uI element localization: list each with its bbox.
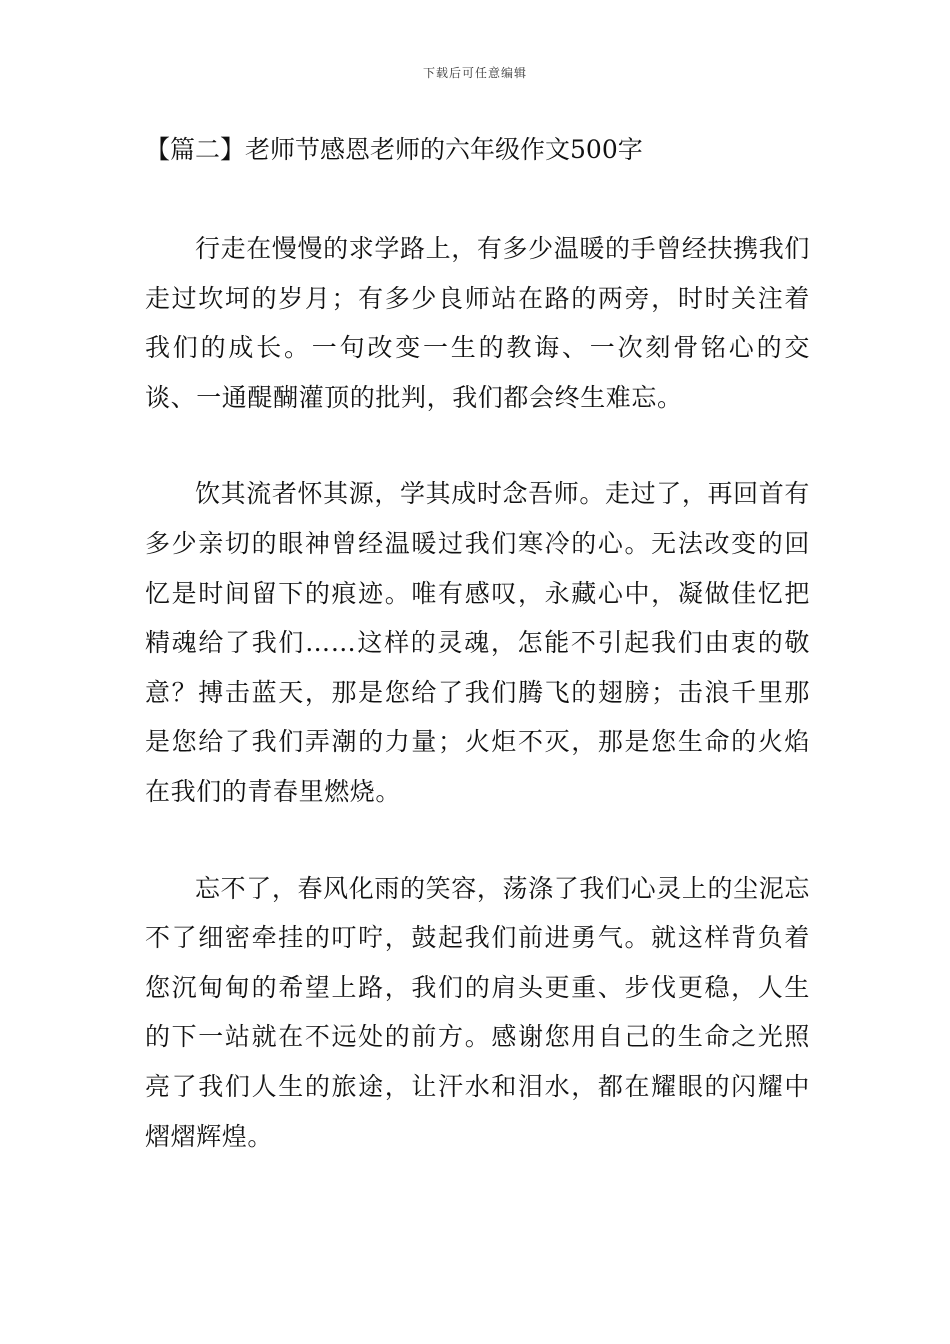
header-note: 下载后可任意编辑 [422, 66, 527, 80]
paragraph-1: 行走在慢慢的求学路上，有多少温暖的手曾经扶携我们走过坎坷的岁月；有多少良师站在路的两旁，时时关注着我们的成长。一句改变一生的教诲、一次刻骨铭心的交谈、一通醍醐灌顶的批判，我们都会终生难忘。 [145, 234, 810, 412]
paragraph-3: 忘不了，春风化雨的笑容，荡涤了我们心灵上的尘泥忘不了细密牵挂的叮咛，鼓起我们前进勇气。就这样背负着您沉甸甸的希望上路，我们的肩头更重、步伐更稳，人生的下一站就在不远处的前方。感谢您用自己的生命之光照亮了我们人生的旅途，让汗水和泪水，都在耀眼的闪耀中熠熠辉煌。 [145, 873, 810, 1151]
essay-body [145, 224, 810, 1161]
essay-title: 【篇二】老师节感恩老师的六年级作文500字 [145, 135, 643, 164]
paragraph-2: 饮其流者怀其源，学其成时念吾师。走过了，再回首有多少亲切的眼神曾经温暖过我们寒冷的心。无法改变的回忆是时间留下的痕迹。唯有感叹，永藏心中，凝做佳忆把精魂给了我们……这样的灵魂，怎能不引起我们由衷的敬意？搏击蓝天，那是您给了我们腾飞的翅膀；击浪千里那是您给了我们弄潮的力量；火炬不灭，那是您生命的火焰在我们的青春里燃烧。 [145, 479, 810, 806]
